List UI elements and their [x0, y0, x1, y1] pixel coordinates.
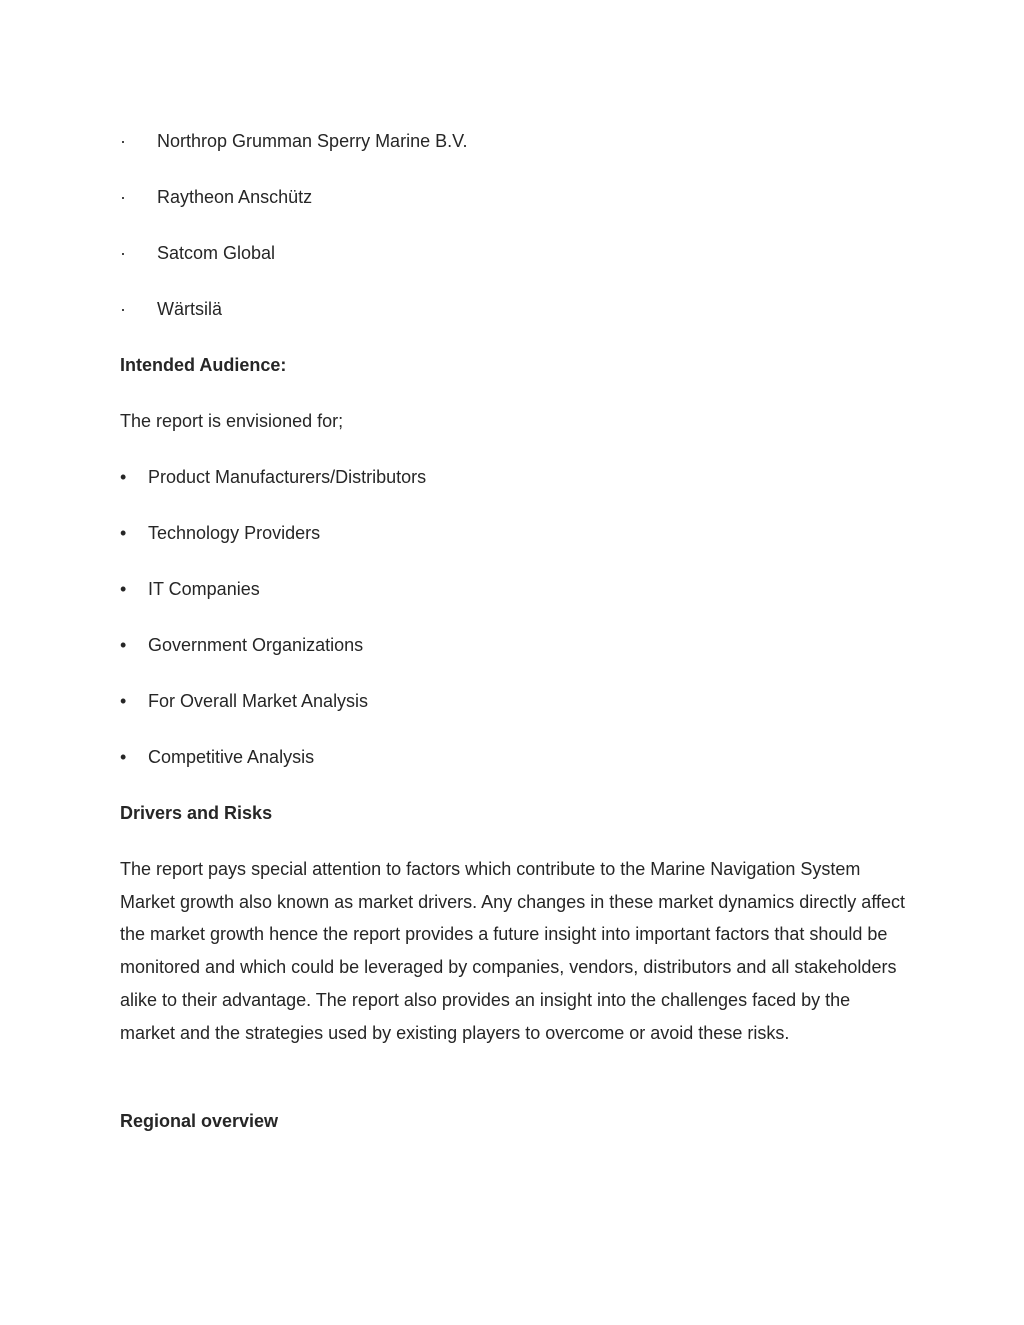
- company-name: Satcom Global: [157, 243, 276, 263]
- intended-audience-heading: Intended Audience:: [120, 355, 287, 375]
- bullet-marker: ·: [120, 187, 126, 207]
- audience-label: Technology Providers: [148, 523, 321, 543]
- audience-list-item: [120, 522, 320, 544]
- bullet-marker: •: [120, 691, 127, 711]
- company-name: Raytheon Anschütz: [157, 187, 313, 207]
- audience-list-item: [120, 578, 260, 600]
- audience-list-item: [120, 466, 426, 488]
- bullet-marker: •: [120, 579, 127, 599]
- regional-overview-heading: Regional overview: [120, 1111, 279, 1131]
- bullet-marker: •: [120, 635, 127, 655]
- audience-label: For Overall Market Analysis: [148, 691, 369, 711]
- company-list-item: [120, 130, 467, 152]
- audience-list-item: [120, 690, 368, 712]
- company-list-item: [120, 186, 312, 208]
- audience-label: Competitive Analysis: [148, 747, 315, 767]
- company-list-item: [120, 242, 275, 264]
- company-name: Northrop Grumman Sperry Marine B.V.: [157, 131, 468, 151]
- audience-label: Government Organizations: [148, 635, 364, 655]
- bullet-marker: ·: [120, 243, 126, 263]
- bullet-marker: •: [120, 467, 127, 487]
- bullet-marker: •: [120, 747, 127, 767]
- intended-audience-intro: The report is envisioned for;: [120, 411, 344, 431]
- audience-list-item: [120, 746, 314, 768]
- audience-label: IT Companies: [148, 579, 260, 599]
- audience-label: Product Manufacturers/Distributors: [148, 467, 427, 487]
- company-name: Wärtsilä: [157, 299, 223, 319]
- audience-list-item: [120, 634, 363, 656]
- bullet-marker: ·: [120, 131, 126, 151]
- bullet-marker: ·: [120, 299, 126, 319]
- company-list-item: [120, 298, 222, 320]
- drivers-risks-paragraph: The report pays special attention to factors which contribute to the Marine Navigation System Market growth also known as market drivers. Any changes in these market dynamics directly affect the market growth hence the report provides a future insight into important factors that should be monitored and which could be leveraged by companies, vendors, distributors and all stakeholders alike to their advantage. The report also provides an insight into the challenges faced by the market and the strategies used by existing players to overcome or avoid these risks.: [120, 859, 906, 1043]
- bullet-marker: •: [120, 523, 127, 543]
- drivers-risks-heading: Drivers and Risks: [120, 803, 273, 823]
